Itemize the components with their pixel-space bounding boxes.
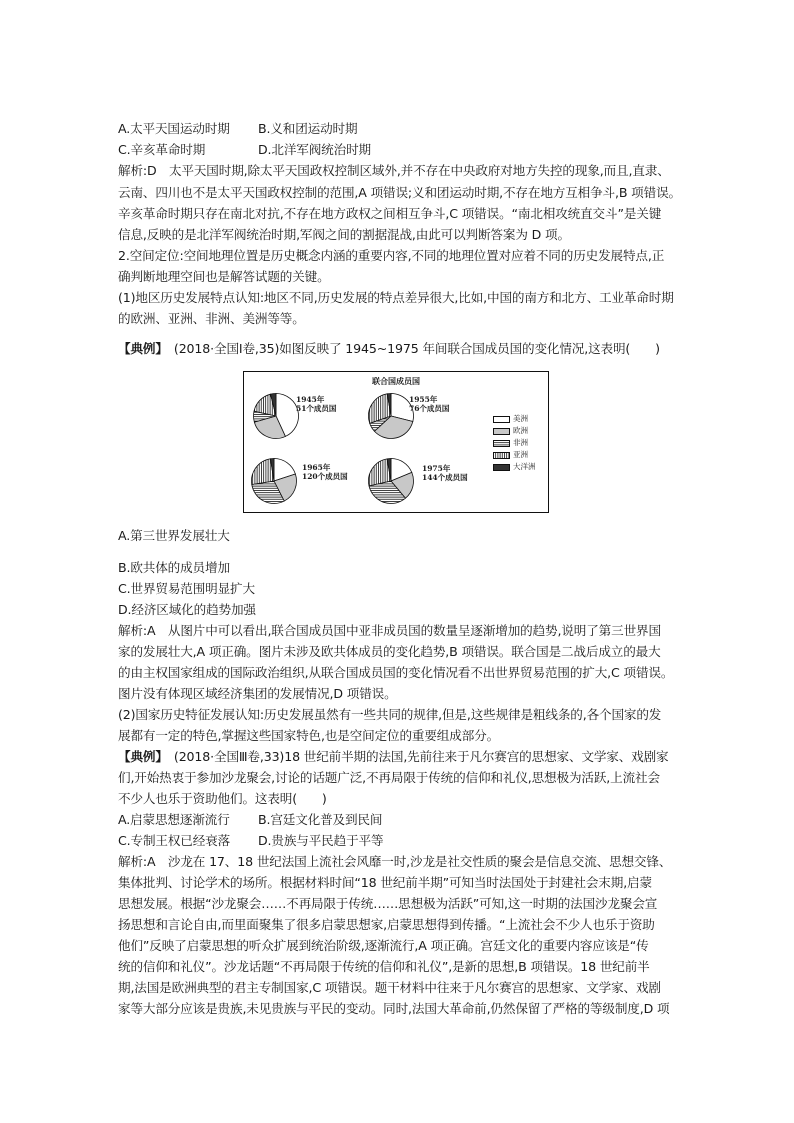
pie-label-1965: 1965年 120个成员国 bbox=[302, 463, 348, 481]
question-line: 不少人也乐于资助他们。这表明( ) bbox=[118, 791, 327, 806]
analysis-line: 统的信仰和礼仪”。沙龙话题“不再局限于传统的信仰和礼仪”,是新的思想,B 项错误。18 世纪前半 bbox=[118, 959, 650, 974]
analysis-line: 信息,反映的是北洋军阀统治时期,军阀之间的割据混战,由此可以判断答案为 D 项。 bbox=[118, 227, 570, 242]
pie-label-1975: 1975年 144个成员国 bbox=[422, 464, 468, 482]
option-b: B.宫廷文化普及到民间 bbox=[258, 812, 383, 827]
legend-asia: 亚洲 bbox=[493, 450, 528, 459]
section-paragraph: 的欧洲、亚洲、非洲、美洲等等。 bbox=[118, 311, 305, 326]
pie-1975 bbox=[367, 457, 415, 505]
option-d: D.经济区域化的趋势加强 bbox=[118, 602, 256, 617]
option-b: B.义和团运动时期 bbox=[258, 121, 358, 136]
analysis-line: 他们”反映了启蒙思想的听众扩展到统治阶级,逐渐流行,A 项正确。宫廷文化的重要内容应该是“传 bbox=[118, 938, 649, 953]
option-a: A.第三世界发展壮大 bbox=[118, 528, 230, 543]
example-question: 【典例】 (2018·全国Ⅲ卷,33)18 世纪前半期的法国,先前往来于凡尔赛宫的思想家、文学家、戏剧家 bbox=[118, 749, 669, 764]
analysis-line: 图片没有体现区域经济集团的发展情况,D 项错误。 bbox=[118, 686, 397, 701]
chart-title: 联合国成员国 bbox=[372, 376, 420, 386]
section-paragraph: (1)地区历史发展特点认知:地区不同,历史发展的特点差异很大,比如,中国的南方和北方、工业革命时期 bbox=[118, 290, 674, 305]
pie-slice-asia bbox=[252, 459, 274, 485]
example-tag: 【典例】 bbox=[118, 341, 162, 356]
analysis-line: 解析:D 太平天国时期,除太平天国政权控制区域外,并不存在中央政府对地方失控的现象,而且,直隶、 bbox=[118, 163, 670, 178]
analysis-line: 家的发展壮大,A 项正确。图片未涉及欧共体成员的变化趋势,B 项错误。联合国是二战后成立的最大 bbox=[118, 644, 661, 659]
example-question: 【典例】 (2018·全国Ⅰ卷,35)如图反映了 1945~1975 年间联合国成员国的变化情况,这表明( ) bbox=[118, 341, 660, 356]
pie-1945 bbox=[252, 392, 300, 440]
question-line: 们,开始热衷于参加沙龙聚会,讨论的话题广泛,不再局限于传统的信仰和礼仪,思想极为活跃,上流社会 bbox=[118, 770, 660, 785]
option-d: D.北洋军阀统治时期 bbox=[258, 142, 371, 157]
analysis-line: 云南、四川也不是太平天国政权控制的范围,A 项错误;义和团运动时期,不存在地方互相争斗,B 项错误。 bbox=[118, 185, 681, 200]
option-d: D.贵族与平民趋于平等 bbox=[258, 833, 384, 848]
analysis-line: 家等大部分应该是贵族,未见贵族与平民的变动。同时,法国大革命前,仍然保留了严格的等级制度,D 项 bbox=[118, 1001, 670, 1016]
analysis-line: 扬思想和言论自由,而里面聚集了很多启蒙思想家,启蒙思想得到传播。“上流社会不少人也乐于资助 bbox=[118, 917, 655, 932]
section-paragraph: 确判断地理空间也是解答试题的关键。 bbox=[118, 269, 330, 284]
analysis-line: 期,法国是欧洲典型的君主专制国家,C 项错误。题干材料中往来于凡尔赛宫的思想家、文学家、戏剧 bbox=[118, 980, 661, 995]
legend-europe: 欧洲 bbox=[493, 426, 528, 435]
analysis-line: 解析:A 沙龙在 17、18 世纪法国上流社会风靡一时,沙龙是社交性质的聚会是信息交流、思想交锋、 bbox=[118, 854, 672, 869]
example-tag: 【典例】 bbox=[118, 749, 162, 764]
analysis-line: 集体批判、讨论学术的场所。根据材料时间“18 世纪前半期”可知当时法国处于封建社会末期,启蒙 bbox=[118, 875, 652, 890]
section-paragraph: 展都有一定的特色,掌握这些国家特色,也是空间定位的重要组成部分。 bbox=[118, 728, 500, 743]
analysis-line: 思想发展。根据“沙龙聚会……不再局限于传统……思想极为活跃”可知,这一时期的法国沙龙聚会宣 bbox=[118, 896, 658, 911]
legend-americas: 美洲 bbox=[493, 414, 528, 423]
option-a: A.太平天国运动时期 bbox=[118, 121, 230, 136]
option-c: C.辛亥革命时期 bbox=[118, 142, 206, 157]
analysis-line: 辛亥革命时期只存在南北对抗,不存在地方政权之间相互争斗,C 项错误。“南北相攻统直交斗”是关键 bbox=[118, 206, 662, 221]
option-b: B.欧共体的成员增加 bbox=[118, 560, 230, 575]
analysis-line: 的由主权国家组成的国际政治组织,从联合国成员国的变化情况看不出世界贸易范围的扩大,C 项错误。 bbox=[118, 665, 674, 680]
legend-africa: 非洲 bbox=[493, 438, 528, 447]
section-paragraph: (2)国家历史特征发展认知:历史发展虽然有一些共同的规律,但是,这些规律是粗线条的,各个国家的发 bbox=[118, 707, 662, 722]
option-c: C.专制王权已经衰落 bbox=[118, 833, 231, 848]
option-a: A.启蒙思想逐渐流行 bbox=[118, 812, 230, 827]
legend-oceania: 大洋洲 bbox=[493, 462, 536, 471]
pie-1965 bbox=[250, 457, 298, 505]
pie-1955 bbox=[367, 392, 415, 440]
pie-label-1955: 1955年 76个成员国 bbox=[409, 395, 450, 413]
option-c: C.世界贸易范围明显扩大 bbox=[118, 581, 255, 596]
section-paragraph: 2.空间定位:空间地理位置是历史概念内涵的重要内容,不同的地理位置对应着不同的历史发展特点,正 bbox=[118, 248, 665, 263]
un-members-figure bbox=[243, 371, 549, 513]
analysis-line: 解析:A 从图片中可以看出,联合国成员国中亚非成员国的数量呈逐渐增加的趋势,说明了第三世界国 bbox=[118, 623, 661, 638]
pie-label-1945: 1945年 51个成员国 bbox=[296, 395, 337, 413]
